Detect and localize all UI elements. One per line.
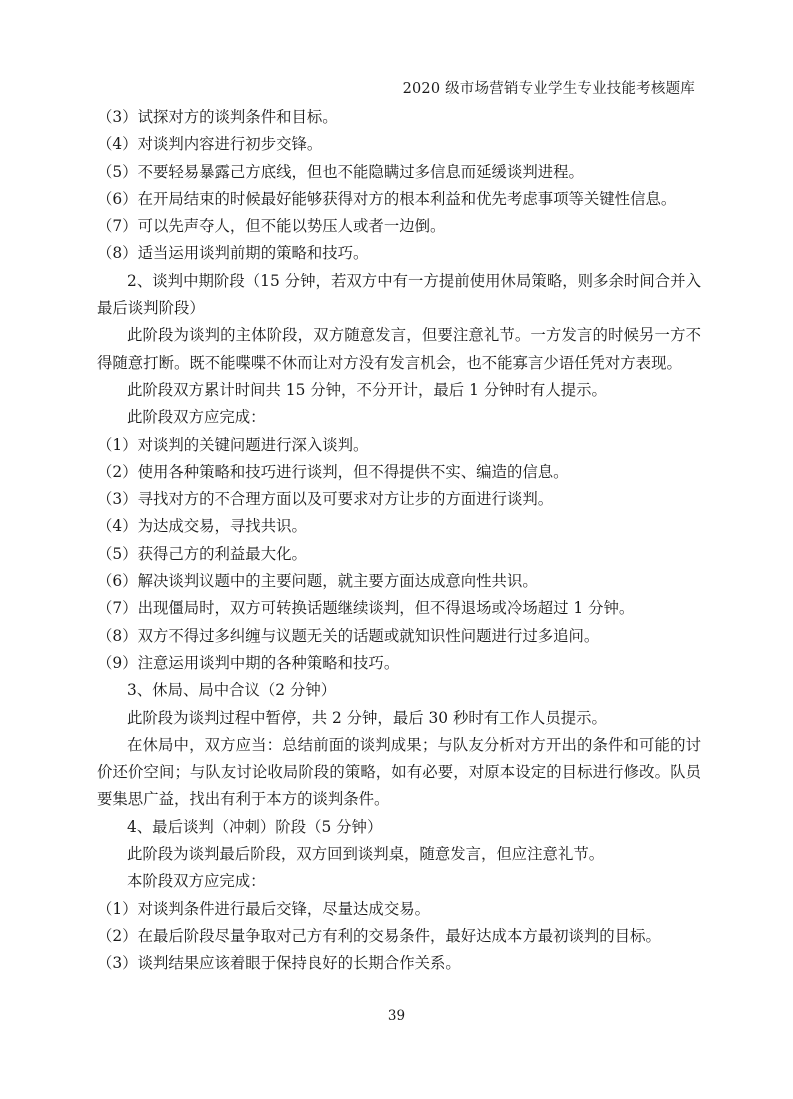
paragraph: （4）对谈判内容进行初步交锋。 xyxy=(97,135,323,154)
paragraph: 此阶段为谈判过程中暂停，共 2 分钟，最后 30 秒时有工作人员提示。 xyxy=(127,708,607,727)
paragraph: 此阶段双方累计时间共 15 分钟，不分开计，最后 1 分钟时有人提示。 xyxy=(127,380,607,399)
running-header: 2020 级市场营销专业学生专业技能考核题库 xyxy=(402,81,695,97)
paragraph: （6）解决谈判议题中的主要问题，就主要方面达成意向性共识。 xyxy=(97,572,538,591)
paragraph: （5）不要轻易暴露己方底线，但也不能隐瞒过多信息而延缓谈判进程。 xyxy=(97,162,584,181)
paragraph: （7）可以先声夺人，但不能以势压人或者一边倒。 xyxy=(97,217,446,236)
paragraph: （3）寻找对方的不合理方面以及可要求对方让步的方面进行谈判。 xyxy=(97,490,554,509)
paragraph: 此阶段为谈判最后阶段，双方回到谈判桌，随意发言，但应注意礼节。 xyxy=(127,845,605,864)
paragraph: 4、最后谈判（冲刺）阶段（5 分钟） xyxy=(127,817,383,836)
paragraph: （7）出现僵局时，双方可转换话题继续谈判，但不得退场或冷场超过 1 分钟。 xyxy=(97,599,635,618)
paragraph: （6）在开局结束的时候最好能够获得对方的根本利益和优先考虑事项等关键性信息。 xyxy=(97,189,677,208)
paragraph: （1）对谈判的关键问题进行深入谈判。 xyxy=(97,435,369,454)
paragraph: （8）双方不得过多纠缠与议题无关的话题或就知识性问题进行过多追问。 xyxy=(97,626,600,645)
paragraph: 此阶段双方应完成： xyxy=(127,408,266,427)
paragraph: 2、谈判中期阶段（15 分钟，若双方中有一方提前使用休局策略，则多余时间合并入最后谈判阶段） xyxy=(97,271,701,318)
paragraph: （8）适当运用谈判前期的策略和技巧。 xyxy=(97,244,369,263)
document-body xyxy=(97,104,701,978)
paragraph: （2）在最后阶段尽量争取对己方有利的交易条件，最好达成本方最初谈判的目标。 xyxy=(97,926,661,945)
paragraph: （1）对谈判条件进行最后交锋，尽量达成交易。 xyxy=(97,899,430,918)
paragraph: （5）获得己方的利益最大化。 xyxy=(97,544,307,563)
page-number: 39 xyxy=(387,1008,406,1024)
paragraph: （9）注意运用谈判中期的各种策略和技巧。 xyxy=(97,653,400,672)
paragraph: （2）使用各种策略和技巧进行谈判，但不得提供不实、编造的信息。 xyxy=(97,462,569,481)
paragraph: 3、休局、局中合议（2 分钟） xyxy=(127,681,337,700)
paragraph: 此阶段为谈判的主体阶段，双方随意发言，但要注意礼节。一方发言的时候另一方不得随意打断。既不能喋喋不休而让对方没有发言机会，也不能寡言少语任凭对方表现。 xyxy=(97,326,701,372)
paragraph: （4）为达成交易，寻找共识。 xyxy=(97,517,307,536)
paragraph: （3）谈判结果应该着眼于保持良好的长期合作关系。 xyxy=(97,954,461,973)
paragraph: 在休局中，双方应当：总结前面的谈判成果；与队友分析对方开出的条件和可能的讨价还价空间；与队友讨论收局阶段的策略，如有必要，对原本设定的目标进行修改。队员要集思广益，找出有利于本方的谈判条件。 xyxy=(97,735,701,809)
paragraph: （3）试探对方的谈判条件和目标。 xyxy=(97,108,338,126)
paragraph: 本阶段双方应完成： xyxy=(127,872,266,891)
